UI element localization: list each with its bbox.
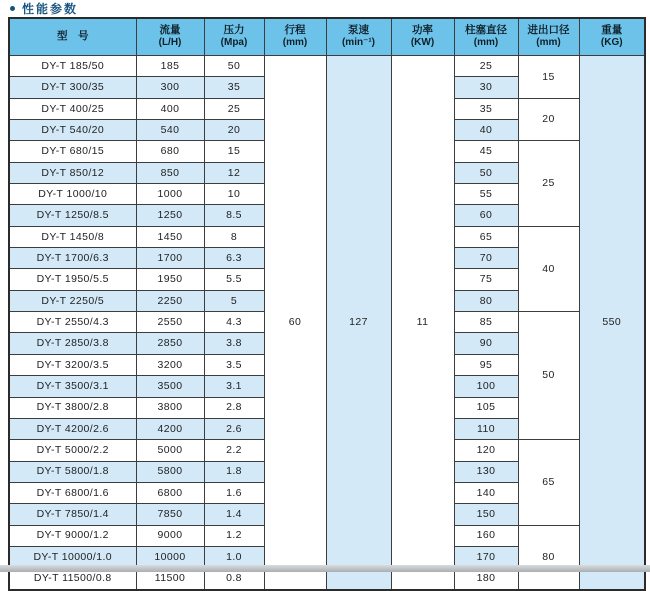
pressure-cell: 4.3: [204, 312, 264, 333]
plunger-cell: 180: [454, 568, 518, 590]
model-cell: DY-T 185/50: [9, 56, 136, 77]
power-merged-cell: 11: [391, 56, 454, 590]
section-title-text: 性能参数: [22, 2, 79, 16]
plunger-cell: 85: [454, 312, 518, 333]
speed-merged-cell: 127: [326, 56, 391, 590]
pressure-cell: 1.6: [204, 482, 264, 503]
model-cell: DY-T 680/15: [9, 141, 136, 162]
pressure-cell: 2.6: [204, 418, 264, 439]
plunger-cell: 105: [454, 397, 518, 418]
weight-merged-cell: 550: [579, 56, 645, 590]
flow-cell: 1950: [136, 269, 204, 290]
model-cell: DY-T 11500/0.8: [9, 568, 136, 590]
flow-cell: 1450: [136, 226, 204, 247]
flow-cell: 1000: [136, 184, 204, 205]
flow-cell: 400: [136, 98, 204, 119]
plunger-cell: 35: [454, 98, 518, 119]
table-row: [9, 56, 645, 77]
section-title: [10, 1, 78, 16]
model-cell: DY-T 1250/8.5: [9, 205, 136, 226]
column-header-pressure: 压力 (Mpa): [204, 18, 264, 56]
port-merged-cell: 65: [518, 440, 579, 525]
port-merged-cell: 25: [518, 141, 579, 226]
model-cell: DY-T 1000/10: [9, 184, 136, 205]
flow-cell: 7850: [136, 504, 204, 525]
pressure-cell: 0.8: [204, 568, 264, 590]
pressure-cell: 1.4: [204, 504, 264, 525]
port-merged-cell: 80: [518, 525, 579, 590]
plunger-cell: 100: [454, 376, 518, 397]
column-header-model: 型 号: [9, 18, 136, 56]
pressure-cell: 8.5: [204, 205, 264, 226]
model-cell: DY-T 400/25: [9, 98, 136, 119]
pressure-cell: 2.2: [204, 440, 264, 461]
plunger-cell: 30: [454, 77, 518, 98]
plunger-cell: 120: [454, 440, 518, 461]
port-merged-cell: 15: [518, 56, 579, 99]
plunger-cell: 60: [454, 205, 518, 226]
pressure-cell: 50: [204, 56, 264, 77]
model-cell: DY-T 3200/3.5: [9, 354, 136, 375]
model-cell: DY-T 1700/6.3: [9, 248, 136, 269]
flow-cell: 1250: [136, 205, 204, 226]
flow-cell: 6800: [136, 482, 204, 503]
flow-cell: 9000: [136, 525, 204, 546]
performance-parameters-table: [8, 17, 646, 591]
flow-cell: 5000: [136, 440, 204, 461]
plunger-cell: 50: [454, 162, 518, 183]
flow-cell: 4200: [136, 418, 204, 439]
plunger-cell: 65: [454, 226, 518, 247]
pressure-cell: 25: [204, 98, 264, 119]
flow-cell: 850: [136, 162, 204, 183]
plunger-cell: 75: [454, 269, 518, 290]
model-cell: DY-T 850/12: [9, 162, 136, 183]
flow-cell: 680: [136, 141, 204, 162]
plunger-cell: 150: [454, 504, 518, 525]
flow-cell: 5800: [136, 461, 204, 482]
plunger-cell: 45: [454, 141, 518, 162]
column-header-port: 进出口径 (mm): [518, 18, 579, 56]
flow-cell: 2850: [136, 333, 204, 354]
flow-cell: 185: [136, 56, 204, 77]
plunger-cell: 55: [454, 184, 518, 205]
pressure-cell: 10: [204, 184, 264, 205]
plunger-cell: 95: [454, 354, 518, 375]
port-merged-cell: 20: [518, 98, 579, 141]
pressure-cell: 5: [204, 290, 264, 311]
flow-cell: 1700: [136, 248, 204, 269]
flow-cell: 540: [136, 120, 204, 141]
model-cell: DY-T 3800/2.8: [9, 397, 136, 418]
column-header-weight: 重量 (KG): [579, 18, 645, 56]
column-header-power: 功率 (KW): [391, 18, 454, 56]
pressure-cell: 3.5: [204, 354, 264, 375]
plunger-cell: 170: [454, 546, 518, 567]
port-merged-cell: 50: [518, 312, 579, 440]
pressure-cell: 1.0: [204, 546, 264, 567]
column-header-speed: 泵速 (min⁻¹): [326, 18, 391, 56]
model-cell: DY-T 6800/1.6: [9, 482, 136, 503]
model-cell: DY-T 2550/4.3: [9, 312, 136, 333]
model-cell: DY-T 300/35: [9, 77, 136, 98]
model-cell: DY-T 1450/8: [9, 226, 136, 247]
model-cell: DY-T 5800/1.8: [9, 461, 136, 482]
pressure-cell: 3.1: [204, 376, 264, 397]
column-header-stroke: 行程 (mm): [264, 18, 326, 56]
bullet-icon: [10, 6, 15, 11]
pressure-cell: 5.5: [204, 269, 264, 290]
plunger-cell: 90: [454, 333, 518, 354]
flow-cell: 11500: [136, 568, 204, 590]
plunger-cell: 110: [454, 418, 518, 439]
port-merged-cell: 40: [518, 226, 579, 311]
plunger-cell: 140: [454, 482, 518, 503]
model-cell: DY-T 7850/1.4: [9, 504, 136, 525]
plunger-cell: 160: [454, 525, 518, 546]
flow-cell: 3800: [136, 397, 204, 418]
flow-cell: 300: [136, 77, 204, 98]
page-bottom-edge: [0, 565, 650, 572]
pressure-cell: 2.8: [204, 397, 264, 418]
pressure-cell: 1.8: [204, 461, 264, 482]
model-cell: DY-T 9000/1.2: [9, 525, 136, 546]
pressure-cell: 20: [204, 120, 264, 141]
flow-cell: 10000: [136, 546, 204, 567]
pressure-cell: 3.8: [204, 333, 264, 354]
pressure-cell: 12: [204, 162, 264, 183]
model-cell: DY-T 3500/3.1: [9, 376, 136, 397]
header-row: [9, 18, 645, 56]
model-cell: DY-T 2850/3.8: [9, 333, 136, 354]
stroke-merged-cell: 60: [264, 56, 326, 590]
model-cell: DY-T 4200/2.6: [9, 418, 136, 439]
pressure-cell: 35: [204, 77, 264, 98]
flow-cell: 2250: [136, 290, 204, 311]
model-cell: DY-T 1950/5.5: [9, 269, 136, 290]
column-header-flow: 流量 (L/H): [136, 18, 204, 56]
plunger-cell: 130: [454, 461, 518, 482]
plunger-cell: 70: [454, 248, 518, 269]
plunger-cell: 40: [454, 120, 518, 141]
pressure-cell: 15: [204, 141, 264, 162]
model-cell: DY-T 10000/1.0: [9, 546, 136, 567]
flow-cell: 3500: [136, 376, 204, 397]
column-header-plunger: 柱塞直径 (mm): [454, 18, 518, 56]
pressure-cell: 6.3: [204, 248, 264, 269]
pressure-cell: 1.2: [204, 525, 264, 546]
pressure-cell: 8: [204, 226, 264, 247]
flow-cell: 2550: [136, 312, 204, 333]
model-cell: DY-T 2250/5: [9, 290, 136, 311]
model-cell: DY-T 5000/2.2: [9, 440, 136, 461]
flow-cell: 3200: [136, 354, 204, 375]
plunger-cell: 25: [454, 56, 518, 77]
model-cell: DY-T 540/20: [9, 120, 136, 141]
plunger-cell: 80: [454, 290, 518, 311]
